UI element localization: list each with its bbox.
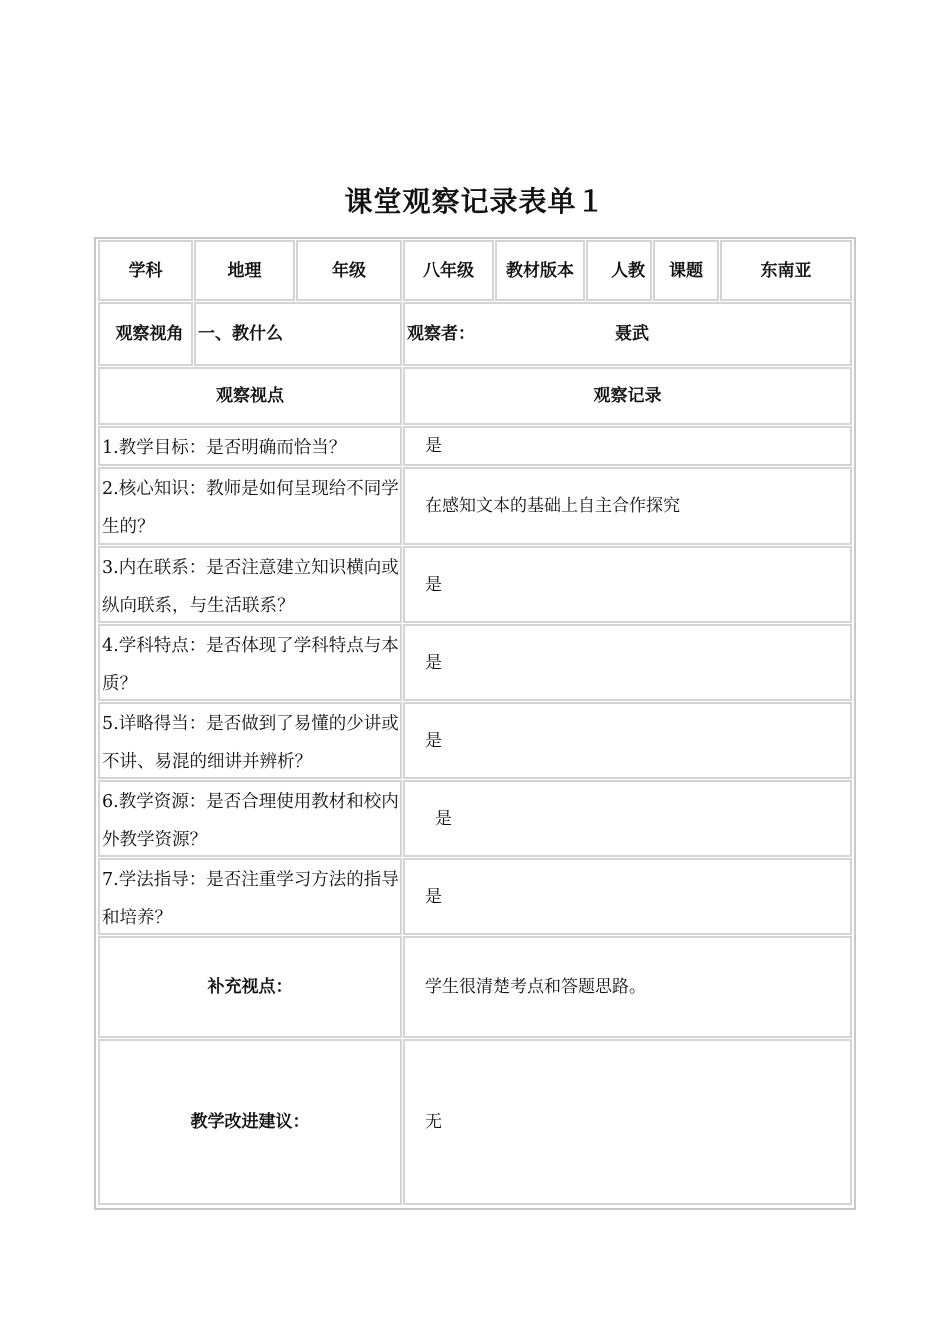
observer-value: 聂武	[615, 324, 649, 344]
item-answer-5: 是	[403, 702, 852, 779]
item-answer-7: 是	[403, 858, 852, 935]
column-header-points: 观察视点	[98, 367, 402, 425]
item-question-6: 6.教学资源：是否合理使用教材和校内外教学资源？	[98, 780, 402, 857]
column-header-records: 观察记录	[403, 367, 852, 425]
suggestion-value: 无	[403, 1039, 852, 1205]
item-question-7: 7.学法指导：是否注重学习方法的指导和培养？	[98, 858, 402, 935]
supplement-value: 学生很清楚考点和答题思路。	[403, 936, 852, 1038]
perspective-value: 一、教什么	[194, 302, 402, 366]
item-answer-4: 是	[403, 624, 852, 701]
item-question-1: 1.教学目标：是否明确而恰当？	[98, 426, 402, 466]
item-question-4: 4.学科特点：是否体现了学科特点与本质？	[98, 624, 402, 701]
subject-value: 地理	[194, 240, 295, 301]
grade-label: 年级	[296, 240, 402, 301]
subject-label: 学科	[98, 240, 193, 301]
item-answer-1: 是	[403, 426, 852, 466]
topic-value: 东南亚	[720, 240, 852, 301]
observer-label: 观察者：	[407, 324, 475, 344]
supplement-label: 补充视点：	[98, 936, 402, 1038]
edition-value: 人教	[586, 240, 652, 301]
item-answer-6: 是	[403, 780, 852, 857]
topic-label: 课题	[653, 240, 719, 301]
page-title: 课堂观察记录表单１	[344, 185, 606, 218]
perspective-label: 观察视角	[98, 302, 193, 366]
observer-cell	[403, 302, 852, 366]
edition-label: 教材版本	[495, 240, 585, 301]
item-question-3: 3.内在联系：是否注意建立知识横向或纵向联系，与生活联系？	[98, 546, 402, 623]
item-answer-3: 是	[403, 546, 852, 623]
item-answer-2: 在感知文本的基础上自主合作探究	[403, 467, 852, 545]
item-question-5: 5.详略得当：是否做到了易懂的少讲或不讲、易混的细讲并辨析？	[98, 702, 402, 779]
grade-value: 八年级	[403, 240, 494, 301]
suggestion-label: 教学改进建议：	[98, 1039, 402, 1205]
item-question-2: 2.核心知识：教师是如何呈现给不同学生的？	[98, 467, 402, 545]
